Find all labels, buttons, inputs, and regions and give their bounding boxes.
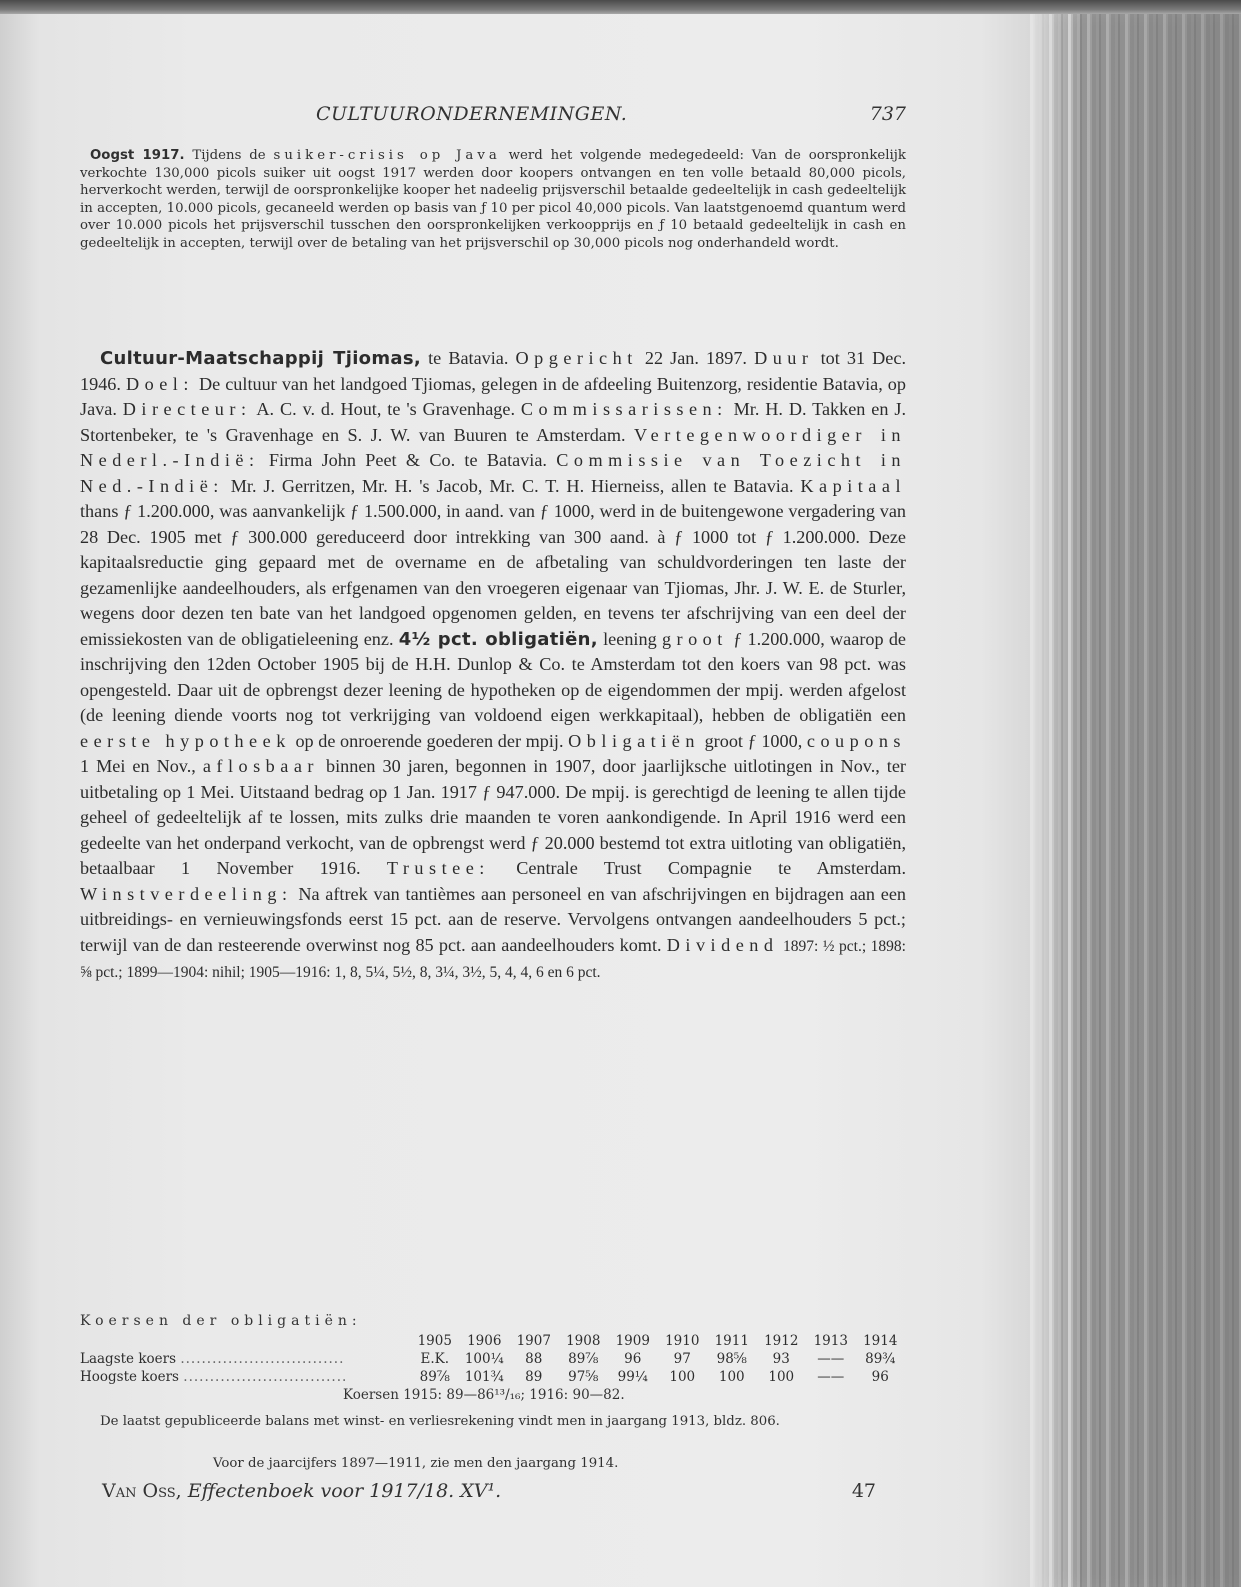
section-title: CULTUURONDERNEMINGEN.: [316, 103, 628, 125]
table-row-hoogste: Hoogste koers ............................... 89⅞ 101¾ 89 97⅝ 99¼ 100 100 100 —— 96: [80, 1368, 905, 1386]
eerste-hypotheek-label: eerste hypotheek: [80, 730, 291, 751]
oogst-lead: Oogst 1917.: [90, 148, 185, 163]
vertegenwoordiger-label: Vertegenwoordiger in Nederl.-Indië:: [80, 424, 906, 470]
value-cell: 88: [525, 1351, 543, 1367]
row-label: Hoogste koers: [80, 1369, 179, 1385]
company-entry: Cultuur-Maatschappij Tjiomas, te Batavia. Opgericht 22 Jan. 1897. Duur tot 31 Dec. 1946. Doel: De cultuur van het landgoed Tjiomas, gelegen in de afdeeling Buitenzorg, residentie Batavia, op Java. Directeur: A. C. v. d. Hout, te 's Gravenhage. Commissarissen: Mr. H. D. Takken en J. Stortenbeker, te 's Gravenhage en S. J. W. van Buuren te Amsterdam. Vertegenwoordiger in Nederl.-Indië: Firma John Peet & Co. te Batavia. Commissie van Toezicht in Ned.-Indië: Mr. J. Gerritzen, Mr. H. 's Jacob, Mr. C. T. H. Hierneiss, allen te Batavia. Kapitaal thans ƒ 1.200.000, was aanvankelijk ƒ 1.500.000, in aand. van ƒ 1000, werd in de buitengewone vergadering van 28 Dec. 1905 met ƒ 300.000 gereduceerd door intrekking van 300 aand. à ƒ 1000 tot ƒ 1.200.000. Deze kapitaalsreductie ging gepaard met de overname en de afbetaling van schuldvorderingen ten laste der gezamenlijke aandeelhouders, als erfgenamen van den vroegeren eigenaar van Tjiomas, Jhr. J. W. E. de Sturler, wegens door dezen ten bate van het landgoed opgenomen gelden, en tevens ter afschrijving van een deel der emissiekosten van de obligatieleening enz. 4½ pct. obligatiën, leening groot ƒ 1.200.000, waarop de inschrijving den 12den October 1905 bij de H.H. Dunlop & Co. te Amsterdam tot den koers van 98 pct. was opengesteld. Daar uit de opbrengst dezer leening de hypotheken op de eigendommen der mpij. werden afgelost (de leening diende voorts nog tot verkrijging van voldoend eigen werkkapitaal), hebben de obligatiën een eerste hypotheek op de onroerende goederen der mpij. Obligatiën groot ƒ 1000, coupons 1 Mei en Nov., aflosbaar binnen 30 jaren, begonnen in 1907, door jaarlijksche uitlotingen in Nov., ter uitbetaling op 1 Mei. Uitstaand bedrag op 1 Jan. 1917 ƒ 947.000. De mpij. is gerechtigd de leening te allen tijde geheel of gedeeltelijk af te lossen, mits zulks drie maanden te voren aankondigende. In April 1916 werd een gedeelte van het onderpand verkocht, van de opbrengst werd ƒ 20.000 bestemd tot extra uitloting van obligatiën, betaalbaar 1 November 1916. Trustee: Centrale Trust Compagnie te Amsterdam. Winstverdeeling: Na aftrek van tantièmes aan personeel en van afschrijvingen en bijdragen aan een uitbreidings- en vernieuwingsfonds eerst 15 pct. aan de reserve. Vervolgens ontvangen aandeelhouders 5 pct.; terwijl van de dan resteerende overwinst nog 85 pct. aan aandeelhouders komt. Dividend 1897: ½ pct.; 1898: ⅝ pct.; 1899—1904: nihil; 1905—1916: 1, 8, 5¼, 5½, 8, 3¼, 3½, 5, 4, 4, 6 en 6 pct.: [80, 348, 906, 981]
duur-label: Duur: [754, 348, 814, 368]
value-cell: 98⅝: [716, 1351, 747, 1367]
groot-label: groot: [661, 628, 728, 649]
trustee-label: Trustee:: [386, 858, 490, 878]
value-cell: 89¾: [865, 1351, 896, 1367]
year-cell: 1913: [813, 1333, 848, 1349]
footer-book-title: Effectenboek voor 1917/18. XV¹.: [181, 1480, 502, 1502]
footer-author: Van Oss,: [102, 1480, 182, 1502]
value-cell: 96: [871, 1369, 889, 1385]
obligaties-heading: 4½ pct. obligatiën,: [398, 628, 598, 650]
aflosbaar-label: aflosbaar: [202, 756, 319, 776]
value-cell: 97⅝: [568, 1369, 599, 1385]
commissie-label: Commissie van Toezicht in Ned.-Indië:: [80, 450, 906, 496]
value-cell: 96: [624, 1351, 642, 1367]
year-cell: 1914: [863, 1333, 898, 1349]
year-cell: 1909: [615, 1333, 650, 1349]
oogst-paragraph: Oogst 1917. Tijdens de suiker-crisis op Java werd het volgende medegedeeld: Van de oorspronkelijk verkochte 130,000 picols suiker uit oogst 1917 werden door koopers ontvangen en ten volle betaald 80,000 picols, herverkocht werden, terwijl de oorspronkelijke kooper het nadeelig prijsverschil betaalde gedeeltelijk in cash gedeeltelijk in accepten, 10.000 picols, gecaneeld werden op basis van ƒ 10 per picol 40,000 picols. Van laatstgenoemd quantum werd over 10.000 picols het prijsverschil tusschen den oorspronkelijken verkoopprijs en ƒ 10 betaald gedeeltelijk in cash en gedeeltelijk in accepten, terwijl over de betaling van het prijsverschil op 30,000 picols nog onderhandeld wordt.: [80, 148, 906, 251]
year-cell: 1911: [714, 1333, 749, 1349]
coupons-label: coupons: [806, 730, 906, 751]
page-footer: [102, 1480, 906, 1502]
value-cell: 100: [768, 1369, 795, 1385]
koersen-title: Koersen der obligatiën:: [80, 1313, 362, 1329]
value-cell: 89⅞: [568, 1351, 599, 1367]
commissarissen-label: Commissarissen:: [520, 399, 728, 419]
year-cell: 1910: [665, 1333, 700, 1349]
year-cell: 1906: [467, 1333, 502, 1349]
page-number: 737: [869, 103, 906, 125]
koersen-1915-1916: Koersen 1915: 89—86¹³/₁₆; 1916: 90—82.: [343, 1387, 625, 1403]
directeur-label: Directeur:: [122, 399, 252, 419]
koersen-table: [80, 1332, 905, 1386]
value-cell: ——: [817, 1351, 845, 1367]
year-cell: 1905: [417, 1333, 452, 1349]
value-cell: 89⅞: [419, 1369, 450, 1385]
running-header: [80, 103, 906, 127]
company-name: Cultuur-Maatschappij Tjiomas,: [100, 348, 421, 369]
doel-label: Doel:: [125, 373, 194, 394]
suiker-crisis-label: suiker-crisis op Java: [273, 148, 501, 163]
value-cell: E.K.: [420, 1351, 450, 1367]
winstverdeeling-label: Winstverdeeling:: [80, 883, 293, 904]
value-cell: 100: [669, 1369, 696, 1385]
year-cell: 1908: [566, 1333, 601, 1349]
jaarcijfers-note: Voor de jaarcijfers 1897—1911, zie men den jaargang 1914.: [213, 1456, 619, 1471]
value-cell: 99¼: [617, 1369, 648, 1385]
table-row-laagste: Laagste koers ............................... E.K. 100¼ 88 89⅞ 96 97 98⅝ 93 —— 89¾: [80, 1350, 905, 1368]
year-cell: 1907: [516, 1333, 551, 1349]
book-page-edges: [1030, 14, 1241, 1587]
value-cell: 101¾: [464, 1369, 504, 1385]
value-cell: 100¼: [464, 1351, 504, 1367]
footer-signature: 47: [851, 1480, 876, 1502]
row-label: Laagste koers: [80, 1351, 177, 1367]
value-cell: 93: [772, 1351, 790, 1367]
balans-note: De laatst gepubliceerde balans met winst- en verliesrekening vindt men in jaargang 1913, bldz. 806.: [100, 1414, 780, 1429]
obligatien-label: Obligatiën: [568, 730, 700, 751]
koersen-years-row: [80, 1332, 905, 1350]
dividend-values: 1897: ½ pct.; 1898: ⅝ pct.; 1899—1904: nihil; 1905—1916: 1, 8, 5¼, 5½, 8, 3¼, 3½, 5, 4, 4, 6 en 6 pct.: [80, 937, 906, 981]
value-cell: 89: [525, 1369, 543, 1385]
value-cell: 97: [673, 1351, 691, 1367]
dividend-label: Dividend: [666, 934, 779, 955]
kapitaal-label: Kapitaal: [800, 475, 906, 496]
page-edges-shade: [1080, 14, 1241, 1587]
value-cell: 100: [718, 1369, 745, 1385]
year-cell: 1912: [764, 1333, 799, 1349]
opgericht-label: Opgericht: [515, 348, 638, 368]
value-cell: ——: [817, 1369, 845, 1385]
